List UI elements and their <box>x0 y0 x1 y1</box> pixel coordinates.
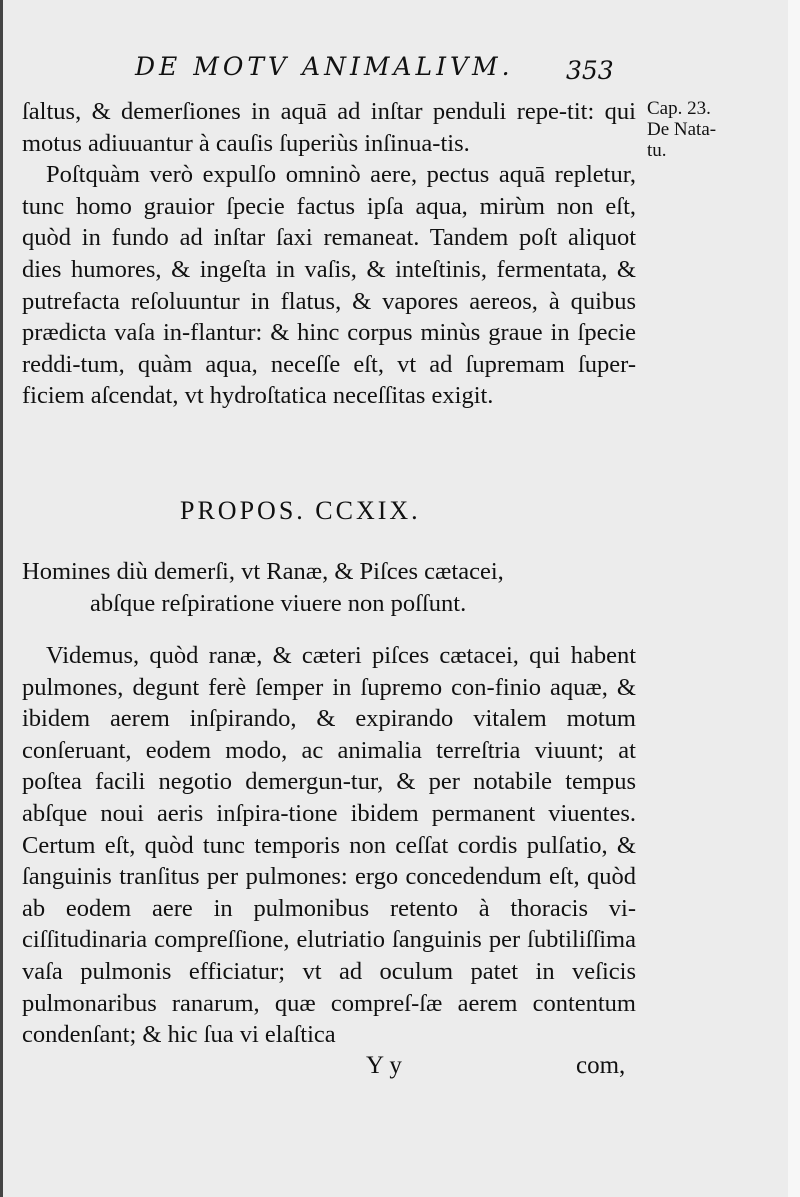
margin-note: Cap. 23. De Nata- tu. <box>647 98 717 161</box>
proposition-statement <box>22 556 636 619</box>
body-text-bottom <box>22 640 636 1051</box>
signature-mark: Y y <box>366 1052 402 1079</box>
catchword: com, <box>576 1052 626 1079</box>
page-number: 353 <box>566 56 614 85</box>
page-margin-strip <box>788 0 800 1197</box>
paragraph: Poſtquàm verò expulſo omninò aere, pectus aquā repletur, tunc homo grauior ſpecie factus ipſa aqua, mirùm non eſt, quòd in fundo ad inſtar ſaxi remaneat. Tandem poſt aliquot dies humores, & ingeſta in vaſis, & inteſtinis, fermentata, & putrefacta reſoluuntur in flatus, & vapores aereos, à quibus prædicta vaſa in-flantur: & hinc corpus minùs graue in ſpecie reddi-tum, quàm aqua, neceſſe eſt, vt ad ſupremam ſuper-ficiem aſcendat, vt hydroſtatica neceſſitas exigit. <box>22 161 636 410</box>
paragraph: Videmus, quòd ranæ, & cæteri piſces cætacei, qui habent pulmones, degunt ferè ſemper in ſupremo con-finio aquæ, & ibidem aerem inſpirando, & expirando vitalem motum conſeruant, eodem modo, ac animalia terreſtria viuunt; at poſtea facili negotio demergun-tur, & per notabile tempus abſque noui aeris inſpira-tione ibidem permanent viuentes. Certum eſt, quòd tunc temporis non ceſſat cordis pulſatio, & ſanguinis tranſitus per pulmones: ergo concedendum eſt, quòd ab eodem aere in pulmonibus retento à thoracis vi-ciſſitudinaria compreſſione, elutriatio ſanguinis per ſubtiliſſima vaſa pulmonis efficiatur; vt ad oculum patet in veſicis pulmonaribus ranarum, quæ compreſ-ſæ aerem contentum condenſant; & hic ſua vi elaſtica <box>22 642 636 1049</box>
proposition-statement-line: abſque reſpiratione viuere non poſſunt. <box>90 589 467 617</box>
proposition-statement-line: Homines diù demerſi, vt Ranæ, & Piſces cætacei, <box>22 558 504 585</box>
body-text-top <box>22 96 636 412</box>
paragraph-continuation: ſaltus, & demerſiones in aquā ad inſtar penduli repe-tit: qui motus adiuuantur à cauſis ſuperiùs inſinua-tis. <box>22 98 636 157</box>
proposition-heading: PROPOS. CCXIX. <box>180 496 421 525</box>
page-binding-edge <box>0 0 3 1197</box>
running-title: DE MOTV ANIMALIVM. <box>135 52 514 81</box>
